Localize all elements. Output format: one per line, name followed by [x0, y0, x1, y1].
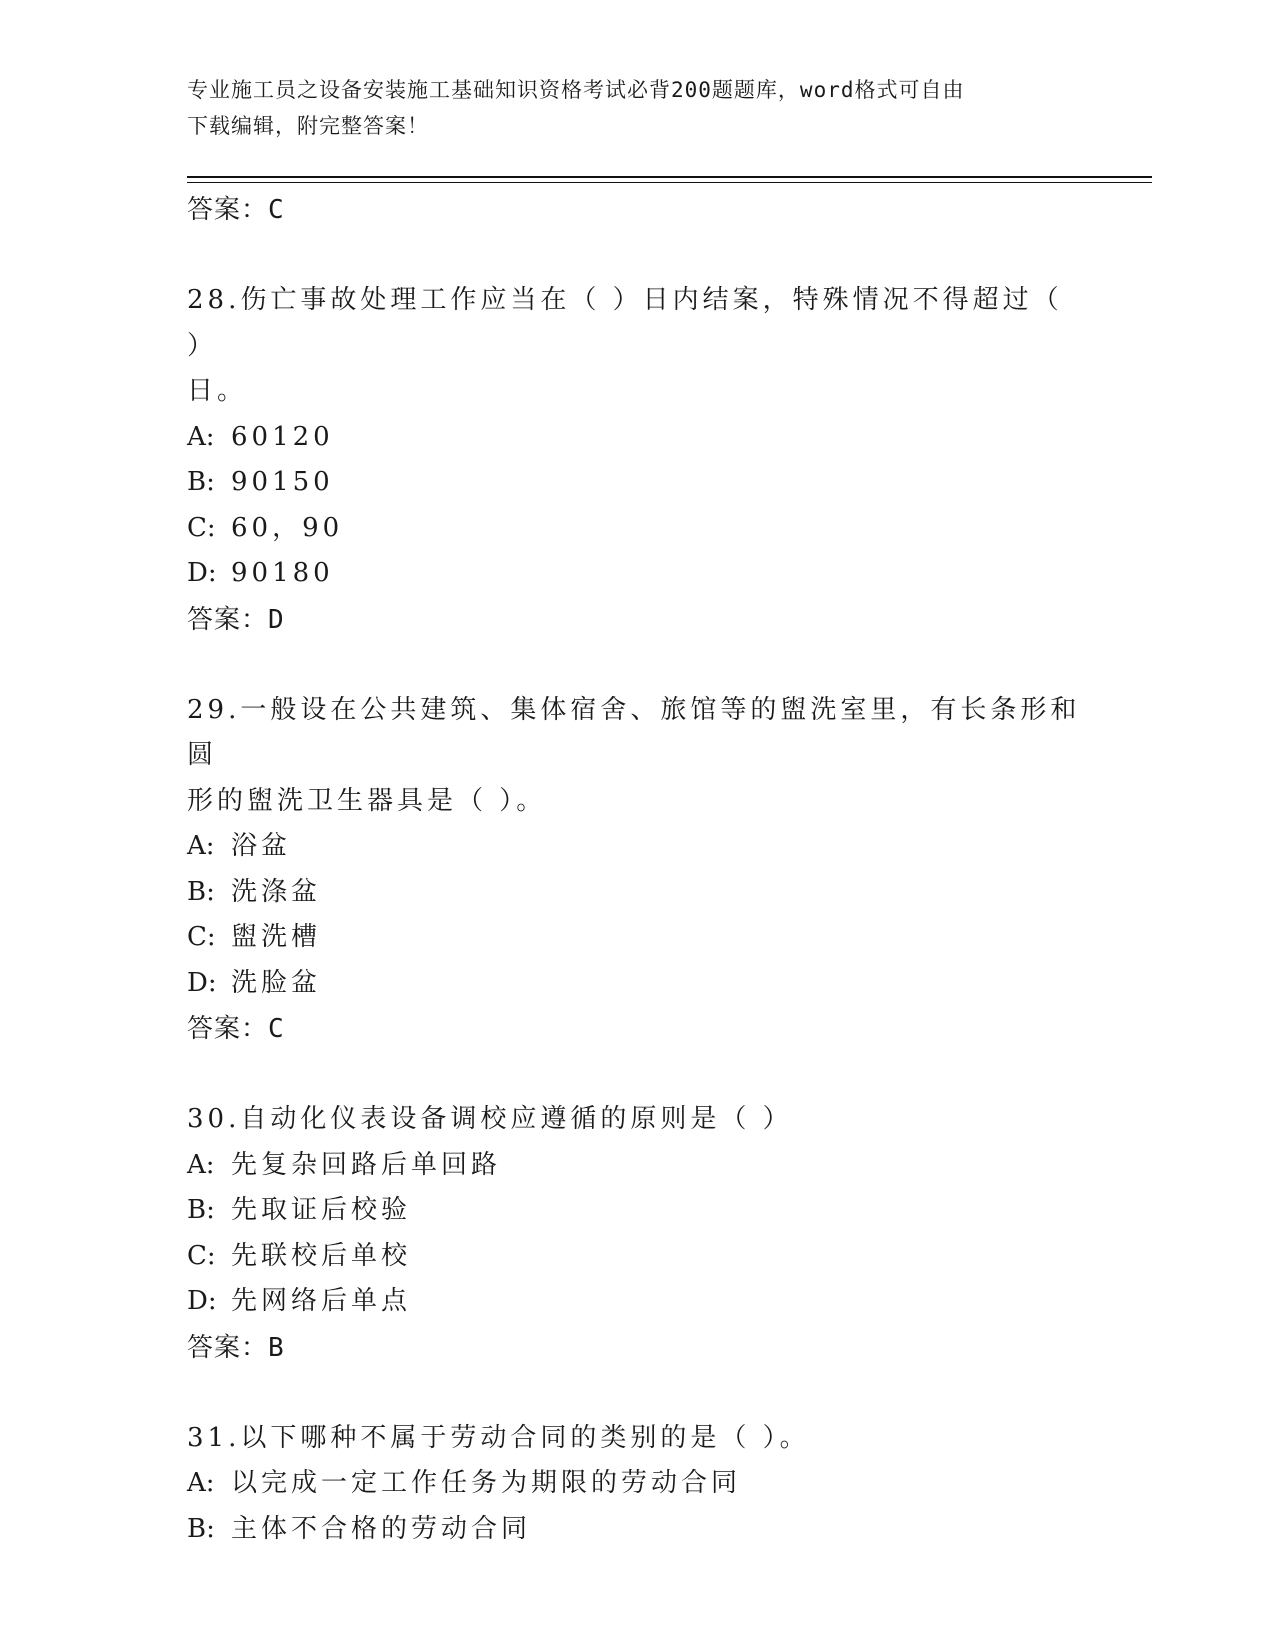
option-a [187, 1461, 1087, 1507]
question-text [187, 278, 1087, 415]
option-text: 先取证后校验 [231, 1195, 412, 1225]
option-a [187, 824, 1087, 870]
question-28 [187, 278, 1087, 643]
option-label: A: [187, 1149, 215, 1180]
option-c [187, 1234, 1087, 1280]
option-c [187, 915, 1087, 961]
option-b [187, 1188, 1087, 1234]
option-b [187, 460, 1087, 506]
page-header [187, 72, 1087, 144]
question-31 [187, 1416, 1087, 1553]
option-label: B: [187, 876, 215, 907]
option-label: A: [187, 831, 215, 861]
option-text: 60，90 [231, 512, 344, 543]
option-text: 90150 [231, 467, 334, 497]
option-text: 洗涤盆 [231, 876, 322, 907]
option-label: B: [187, 1513, 215, 1544]
option-text: 60120 [231, 421, 334, 452]
header-divider-thick [187, 176, 1152, 178]
header-line-1: 专业施工员之设备安装施工基础知识资格考试必背200题题库，word格式可自由 [187, 78, 965, 102]
option-label: D: [187, 558, 217, 588]
option-label: A: [187, 421, 215, 452]
option-d [187, 961, 1087, 1007]
header-line-2: 下载编辑，附完整答案！ [187, 114, 429, 138]
question-text-line: 形的盥洗卫生器具是（ ）。 [187, 785, 547, 816]
option-a [187, 1143, 1087, 1189]
option-d [187, 551, 1087, 597]
option-b [187, 1507, 1087, 1553]
option-text: 先联校后单校 [231, 1240, 412, 1271]
header-divider-thin [187, 182, 1152, 183]
option-label: D: [187, 967, 217, 998]
question-text [187, 688, 1087, 825]
option-text: 浴盆 [231, 831, 292, 861]
option-label: C: [187, 1240, 216, 1271]
option-a [187, 415, 1087, 461]
option-text: 洗脸盆 [231, 967, 322, 998]
question-text-line: 29.一般设在公共建筑、集体宿舍、旅馆等的盥洗室里，有长条形和圆 [187, 694, 1081, 770]
question-text-line: 日。 [187, 376, 248, 406]
option-label: B: [187, 467, 215, 497]
option-label: C: [187, 922, 216, 952]
option-text: 盥洗槽 [231, 922, 322, 952]
question-list [187, 187, 1087, 1552]
option-c [187, 506, 1087, 552]
question-text-line: 31.以下哪种不属于劳动合同的类别的是（ ）。 [187, 1422, 810, 1453]
option-b [187, 870, 1087, 916]
option-text: 先复杂回路后单回路 [231, 1149, 502, 1180]
option-d [187, 1279, 1087, 1325]
question-text [187, 1416, 1087, 1462]
question-30 [187, 1097, 1087, 1371]
question-text-line: 30.自动化仪表设备调校应遵循的原则是（ ） [187, 1104, 793, 1134]
option-text: 以完成一定工作任务为期限的劳动合同 [231, 1468, 742, 1498]
option-text: 90180 [231, 558, 334, 588]
answer-line: 答案：D [187, 604, 285, 635]
question-29 [187, 688, 1087, 1053]
option-text: 主体不合格的劳动合同 [231, 1513, 532, 1544]
answer-line: 答案：B [187, 1332, 285, 1363]
option-text: 先网络后单点 [231, 1286, 412, 1316]
question-text-line: 28.伤亡事故处理工作应当在（ ）日内结案，特殊情况不得超过（ ） [187, 285, 1063, 361]
answer-line: 答案：C [187, 195, 285, 225]
option-label: C: [187, 512, 216, 543]
question-text [187, 1097, 1087, 1143]
option-label: B: [187, 1195, 215, 1225]
option-label: D: [187, 1286, 217, 1316]
answer-line: 答案：C [187, 1014, 285, 1044]
option-label: A: [187, 1468, 215, 1498]
